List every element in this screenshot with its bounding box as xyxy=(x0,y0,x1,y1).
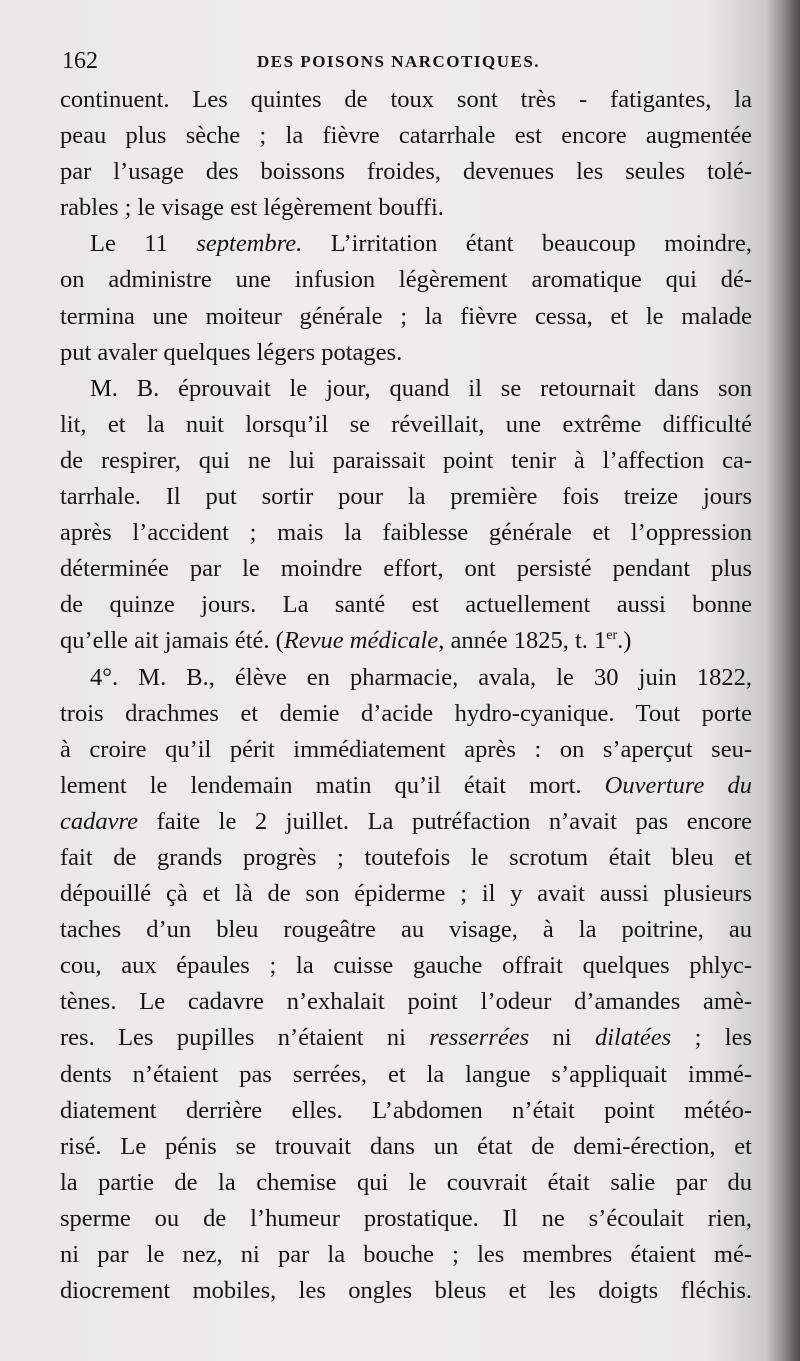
text-line xyxy=(60,371,752,407)
text-line xyxy=(60,876,752,912)
text-line xyxy=(60,768,752,804)
italic-text: Ouverture du xyxy=(604,771,752,799)
text-line xyxy=(60,984,752,1020)
line-text: à croire qu’il périt immédiatement après : on s’aperçut seu- xyxy=(60,735,752,763)
italic-text: resserrées xyxy=(429,1024,530,1052)
text-line xyxy=(60,443,752,479)
line-text: , année 1825, t. 1 xyxy=(438,627,607,655)
text-line xyxy=(60,515,752,551)
text-line xyxy=(60,587,752,623)
text-line xyxy=(60,226,752,262)
line-text: peau plus sèche ; la fièvre catarrhale est encore augmentée xyxy=(60,122,752,150)
line-text: par l’usage des boissons froides, devenues les seules tolé- xyxy=(60,158,752,186)
text-line xyxy=(60,804,752,840)
italic-text: cadavre xyxy=(60,807,138,835)
line-text: ni par le nez, ni par la bouche ; les membres étaient mé- xyxy=(60,1241,752,1268)
italic-text: dilatées xyxy=(594,1024,672,1052)
line-text: diatement derrière elles. L’abdomen n’était point météo- xyxy=(60,1096,752,1124)
superscript-text: er xyxy=(606,628,618,644)
line-text: la partie de la chemise qui le couvrait était salie par du xyxy=(60,1168,752,1196)
text-line xyxy=(60,912,752,948)
line-text: faite le 2 juillet. La putréfaction n’avait pas encore xyxy=(138,807,752,835)
line-text: taches d’un bleu rougeâtre au visage, à la poitrine, au xyxy=(60,916,752,944)
line-text: cou, aux épaules ; la cuisse gauche offrait quelques phlyc- xyxy=(60,952,752,980)
italic-text: Revue médicale xyxy=(283,627,439,655)
line-text: tènes. Le cadavre n’exhalait point l’odeur d’amandes amè- xyxy=(60,988,752,1016)
text-line xyxy=(60,335,752,371)
text-line xyxy=(60,660,752,696)
text-line xyxy=(60,407,752,443)
text-line xyxy=(60,732,752,768)
text-line xyxy=(60,190,752,226)
line-text: ; les xyxy=(671,1024,752,1052)
line-text: après l’accident ; mais la faiblesse générale et l’oppression xyxy=(60,519,752,547)
line-text: diocrement mobiles, les ongles bleus et les doigts fléchis. xyxy=(60,1277,752,1305)
body-text xyxy=(60,82,752,1309)
text-line xyxy=(60,1093,752,1129)
line-text: 4°. M. B., élève en pharmacie, avala, le 30 juin 1822, xyxy=(90,663,752,691)
line-text: L’irritation étant beaucoup moindre, xyxy=(302,230,752,258)
text-line xyxy=(60,1129,752,1165)
text-line xyxy=(60,1020,752,1056)
text-line xyxy=(60,948,752,984)
text-line xyxy=(60,479,752,515)
line-text: M. B. éprouvait le jour, quand il se retournait dans son xyxy=(90,374,752,402)
line-text: ni xyxy=(529,1024,595,1052)
line-text: de respirer, qui ne lui paraissait point tenir à l’affection ca- xyxy=(60,446,752,474)
line-text: déterminée par le moindre effort, ont persisté pendant plus xyxy=(60,555,752,583)
page-edge-shadow xyxy=(766,0,800,1361)
italic-text: septembre. xyxy=(196,230,303,258)
line-text: continuent. Les quintes de toux sont très - fatigantes, la xyxy=(60,86,752,113)
line-text: sperme ou de l’humeur prostatique. Il ne s’écoulait rien, xyxy=(60,1204,752,1232)
line-text: rables ; le visage est légèrement bouffi. xyxy=(60,194,444,222)
text-line xyxy=(60,696,752,732)
line-text: tarrhale. Il put sortir pour la première fois treize jours xyxy=(60,483,752,511)
line-text: .) xyxy=(617,627,632,655)
line-text: dents n’étaient pas serrées, et la langue s’appliquait immé- xyxy=(60,1060,752,1088)
line-text: lement le lendemain matin qu’il était mort. xyxy=(60,771,605,799)
line-text: trois drachmes et demie d’acide hydro-cyanique. Tout porte xyxy=(60,699,752,727)
text-line xyxy=(60,840,752,876)
line-text: risé. Le pénis se trouvait dans un état de demi-érection, et xyxy=(60,1132,752,1160)
line-text: lit, et la nuit lorsqu’il se réveillait, une extrême difficulté xyxy=(60,410,752,438)
text-line xyxy=(60,623,752,659)
line-text: qu’elle ait jamais été. ( xyxy=(60,627,284,655)
text-line xyxy=(60,1273,752,1309)
line-text: put avaler quelques légers potages. xyxy=(60,338,403,366)
line-text: de quinze jours. La santé est actuellement aussi bonne xyxy=(60,591,752,619)
text-line xyxy=(60,82,752,118)
text-line xyxy=(60,1201,752,1237)
text-line xyxy=(60,262,752,298)
line-text: dépouillé çà et là de son épiderme ; il y avait aussi plusieurs xyxy=(60,880,752,908)
line-text: fait de grands progrès ; toutefois le scrotum était bleu et xyxy=(60,843,752,871)
text-line xyxy=(60,1237,752,1273)
page-number: 162 xyxy=(62,48,98,74)
text-line xyxy=(60,154,752,190)
line-text: res. Les pupilles n’étaient ni xyxy=(60,1024,430,1052)
line-text: termina une moiteur générale ; la fièvre cessa, et le malade xyxy=(60,302,752,330)
line-text: Le 11 xyxy=(90,230,197,258)
running-head: DES POISONS NARCOTIQUES. xyxy=(257,52,541,71)
page-header xyxy=(62,48,752,78)
text-line xyxy=(60,1165,752,1201)
text-line xyxy=(60,118,752,154)
text-line xyxy=(60,551,752,587)
line-text: on administre une infusion légèrement aromatique qui dé- xyxy=(60,266,752,294)
text-line xyxy=(60,299,752,335)
text-line xyxy=(60,1057,752,1093)
